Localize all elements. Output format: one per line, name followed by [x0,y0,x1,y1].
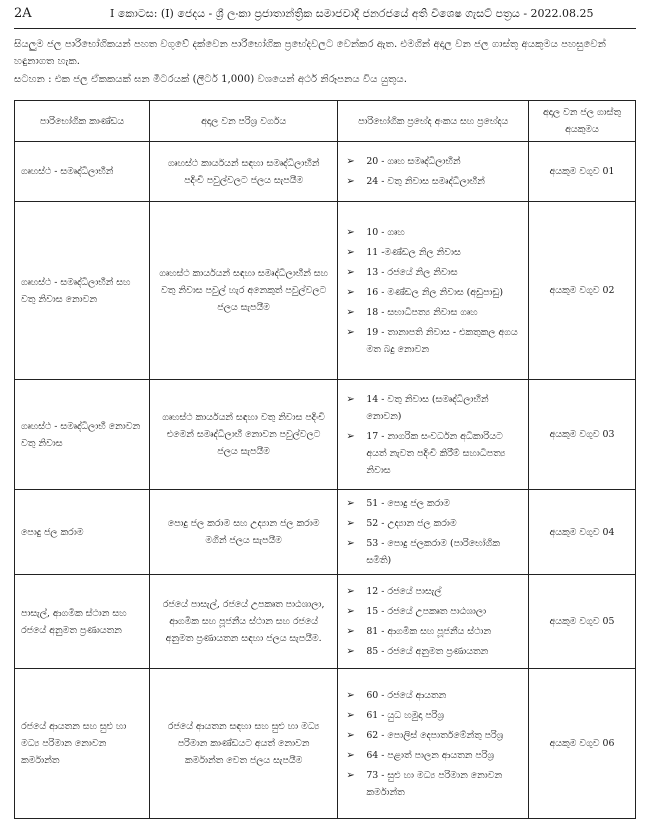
page-header [0,0,650,30]
table-row [15,575,636,669]
arrow-bullet-icon: ➢ [346,626,355,637]
intro-note: සටහන : එක ජල ඒකකයක් ඝන මීටරයක් (ලීටර් 1,000) වශයෙන් අර්ථ නිරූපනය විය යුතුය. [14,74,407,85]
gazette-line: I කොටස: (I) ජෙදය - ශ්‍රී ලංකා ප්‍රජාතාන්ත්‍රික සමාජවාදී ජනරජයේ අති විශෙෂ ගැසට් පත්‍රය - [110,7,531,20]
category-cell: ගෘහස්ථ - සමෘද්ධිලාභීන් [15,142,150,202]
list-item: ➢ 51 - පොදු ජල කරාම [344,495,522,512]
subcategory-cell [338,669,529,819]
list-item: ➢ 15 - රජයේ උපකෘත පාඨශාලා [344,603,522,620]
arrow-bullet-icon: ➢ [346,286,355,298]
category-cell: පොදු ජල කරාම [15,490,150,575]
arrow-bullet-icon: ➢ [346,709,355,721]
category-cell: ගෘහස්ථ - සමෘද්ධිලාභී නොවන වතු නිවාස [15,380,150,490]
table-row [15,202,636,380]
page-number: 2A [14,6,32,21]
tariff-table [14,100,636,819]
arrow-bullet-icon: ➢ [346,749,355,761]
arrow-bullet-icon: ➢ [346,729,355,741]
list-item: ➢ 81 - ආගමික සහ පූජනීය ස්ථාන [344,623,522,640]
header-rule [14,28,636,29]
premises-cell: ගෘහස්ථ කාර්යයන් සඳහා සමෘද්ධිලාභීන් සහ වතු නිවාස පවුල් හැර අනෙකුත් පවුල්වලට ජලය සැපයීම [149,202,337,380]
premises-cell: පොදු ජල කරාම සහ උද්‍යාන ජල කරාම මගින් ජලය සැපයීම [149,490,337,575]
premises-cell: රජයේ පාසැල්, රජයේ උපකෘත පාඨශාලා, ආගමික සහ පූජනීය ස්ථාන සහ රජයේ අනුමත ප්‍රණායතන සඳහා ජලය සැපයීම. [149,575,337,669]
list-item: ➢ 17 - නාගරික සංවර්ධන අධිකාරියට අයත් නැවත පදිංචි කිරීම් සහාධිපත්‍ය නිවාස [344,428,522,479]
subcategory-cell [338,142,529,202]
tariff-group-cell: අයකුම වගුව 06 [528,669,635,819]
premises-cell: රජයේ ආයතන සඳහා සහ සුළු හා මධ්‍ය පරිමාන කාණ්ඩයට අයත් නොවන කර්මාන්ත වෙත ජලය සැපයීම [149,669,337,819]
premises-cell: ගෘහස්ථ කාර්යයන් සඳහා වතු නිවාස පදිංචි එමෙන් සමෘද්ධිලාභී නොවන පවුල්වලට ජලය සැපයීම [149,380,337,490]
list-item: ➢ 13 - රජයේ නිල නිවාස [344,264,522,281]
subcategory-cell [338,490,529,575]
list-item: ➢ 16 - මණ්ඩල නිල නිවාස (අඩුපාඩු) [344,284,522,301]
arrow-bullet-icon: ➢ [346,246,355,258]
tariff-group-cell: අයකුම වගුව 05 [528,575,635,669]
list-item: ➢ 12 - රජයේ පාසැල් [344,583,522,600]
tariff-group-cell: අයකුම වගුව 04 [528,490,635,575]
list-item: ➢ 60 - රජයේ ආයතන [344,687,522,704]
list-item: ➢ 18 - සභාධිපත්‍ය නිවාස ගෘහ [344,304,522,321]
gazette-date: 2022.08.25 [530,7,594,20]
arrow-bullet-icon: ➢ [346,518,355,529]
subcategory-cell [338,202,529,380]
tariff-group-cell: අයකුම වගුව 01 [528,142,635,202]
arrow-bullet-icon: ➢ [346,769,355,781]
arrow-bullet-icon: ➢ [346,176,355,187]
table-header-row [15,101,636,142]
header-subcategory: පාරිභෝගික ප්‍රභේද අංකය සහ ප්‍රභේදය [338,101,529,142]
header-consumer-category: පාරිභෝගික කාණ්ඩය [15,101,150,142]
list-item: ➢ 61 - යුධ හමුදා පරිශ්‍ර [344,707,522,724]
list-item: ➢ 64 - පළාත් පාලන ආයතන පරිශ්‍ර [344,747,522,764]
list-item: ➢ 14 - වතු නිවාස (සමෘද්ධිලාභීන් නොවන) [344,391,522,425]
list-item: ➢ 73 - සුළු හා මධ්‍ය පරිමාන නොවන කර්මාන්ත [344,767,522,801]
table-row [15,669,636,819]
arrow-bullet-icon: ➢ [346,606,355,617]
intro-text [14,36,634,88]
arrow-bullet-icon: ➢ [346,393,355,405]
category-cell: ගෘහස්ථ - සමෘද්ධිලාභීන් සහ වතු නිවාස නොවන [15,202,150,380]
arrow-bullet-icon: ➢ [346,306,355,318]
gazette-title [110,7,594,21]
arrow-bullet-icon: ➢ [346,538,355,549]
header-tariff-group: අදාල වන ජල ගාස්තු අයකුමය [528,101,635,142]
table-row [15,490,636,575]
arrow-bullet-icon: ➢ [346,586,355,597]
list-item: ➢ 52 - උද්‍යාන ජල කරාම [344,515,522,532]
arrow-bullet-icon: ➢ [346,226,355,238]
arrow-bullet-icon: ➢ [346,646,355,657]
subcategory-cell [338,380,529,490]
list-item: ➢ 10 - ගෘහ [344,224,522,241]
arrow-bullet-icon: ➢ [346,689,355,701]
tariff-group-cell: අයකුම වගුව 03 [528,380,635,490]
table-row [15,142,636,202]
arrow-bullet-icon: ➢ [346,266,355,278]
category-cell: පාසැල්, ආගමික ස්ථාන සහ රජයේ අනුමත ප්‍රණායතන [15,575,150,669]
header-premises-type: අදාල වන පරිශ්‍ර වර්ගය [149,101,337,142]
table-row [15,380,636,490]
category-cell: රජයේ ආයතන සහ සුළු හා මධ්‍ය පරිමාන නොවන කර්මාන්ත [15,669,150,819]
arrow-bullet-icon: ➢ [346,156,355,167]
list-item: ➢ 85 - රජයේ අනුමත ප්‍රණායතන [344,643,522,660]
arrow-bullet-icon: ➢ [346,430,355,442]
list-item: ➢ 11 -මණ්ඩල නිල නිවාස [344,244,522,261]
arrow-bullet-icon: ➢ [346,326,355,338]
list-item: ➢ 53 - පොදු ජලකරාම (පාරිභෝගික සමිති) [344,535,522,569]
list-item: ➢ 24 - වතු නිවාස සමෘද්ධිලාභීන් [344,173,522,190]
subcategory-cell [338,575,529,669]
list-item: ➢ 20 - ගෘහ සමෘද්ධිලාභීන් [344,153,522,170]
intro-paragraph: සියලුම ජල පාරිභෝගිකයන් පහත වගුවේ දක්වෙන පාරිභෝගික ප්‍රභේදවලට වෙන්කර ඇත. එමගින් අදාල වන ජල ගාස්තු අයකුමය පහසුවෙන් හඳුනාගත හැක. [14,39,606,67]
premises-cell: ගෘහස්ථ කාර්යයන් සඳහා සමෘද්ධිලාභීන් පදිංචි පවුල්වලට ජලය සැපයීම [149,142,337,202]
list-item: ➢ 19 - තානාපති නිවාස - එකතුකල අගය මත බදු නොවන [344,324,522,358]
tariff-group-cell: අයකුම වගුව 02 [528,202,635,380]
arrow-bullet-icon: ➢ [346,498,355,509]
list-item: ➢ 62 - පොලිස් දෙපාර්තමේන්තු පරිශ්‍ර [344,727,522,744]
